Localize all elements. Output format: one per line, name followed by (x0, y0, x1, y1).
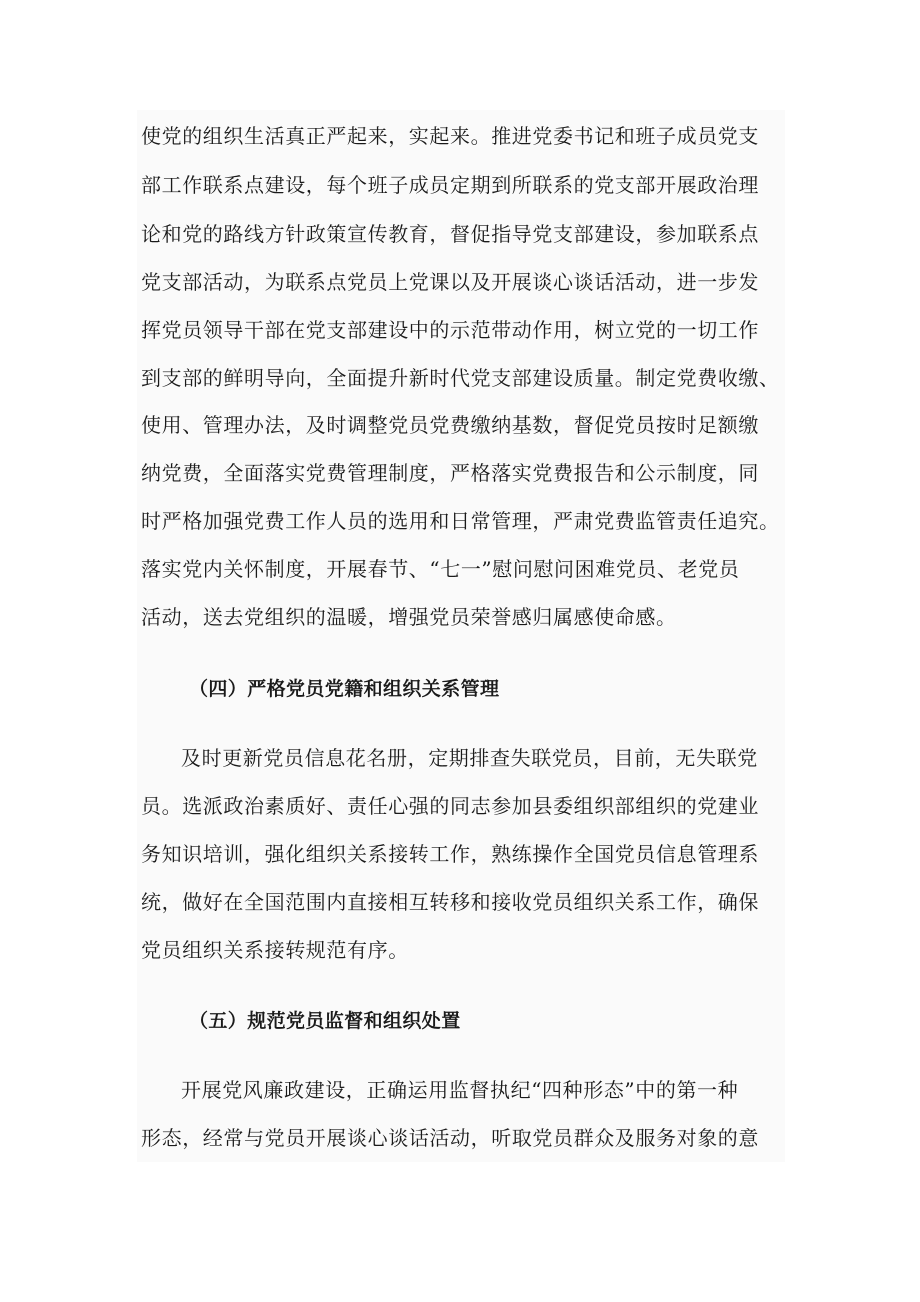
paragraph-line: 及时更新党员信息花名册，定期排查失联党员，目前，无失联党 (181, 746, 758, 770)
paragraph-line: 时严格加强党费工作人员的选用和日常管理，严肃党费监管责任追究。 (141, 509, 780, 533)
paragraph-line: 活动，送去党组织的温暖，增强党员荣誉感归属感使命感。 (141, 605, 677, 629)
paragraph-line: 论和党的路线方针政策宣传教育，督促指导党支部建设，参加联系点 (141, 222, 759, 246)
document-body (137, 110, 785, 1162)
paragraph-line: 到支部的鲜明导向，全面提升新时代党支部建设质量。制定党费收缴、 (141, 366, 780, 390)
paragraph-line: 使用、管理办法，及时调整党员党费缴纳基数，督促党员按时足额缴 (141, 413, 759, 437)
paragraph-line: 纳党费，全面落实党费管理制度，严格落实党费报告和公示制度，同 (141, 461, 759, 485)
section-heading-4: （四）严格党员党籍和组织关系管理 (189, 678, 500, 700)
paragraph-line: 挥党员领导干部在党支部建设中的示范带动作用，树立党的一切工作 (141, 318, 759, 342)
paragraph-line: 落实党内关怀制度，开展春节、“七一”慰问慰问困难党员、老党员 (141, 557, 740, 581)
section-heading-5: （五）规范党员监督和组织处置 (189, 1010, 461, 1032)
paragraph-line: 务知识培训，强化组织关系接转工作，熟练操作全国党员信息管理系 (141, 842, 759, 866)
paragraph-line: 党员组织关系接转规范有序。 (141, 938, 409, 962)
paragraph-line: 开展党风廉政建设，正确运用监督执纪“四种形态”中的第一种 (181, 1078, 739, 1102)
paragraph-line: 党支部活动，为联系点党员上党课以及开展谈心谈话活动，进一步发 (141, 270, 759, 294)
paragraph-line: 统，做好在全国范围内直接相互转移和接收党员组织关系工作，确保 (141, 890, 759, 914)
paragraph-line: 形态，经常与党员开展谈心谈话活动，听取党员群众及服务对象的意 (141, 1126, 759, 1150)
paragraph-line: 使党的组织生活真正严起来，实起来。推进党委书记和班子成员党支 (141, 124, 759, 148)
paragraph-line: 员。选派政治素质好、责任心强的同志参加县委组织部组织的党建业 (141, 794, 759, 818)
paragraph-line: 部工作联系点建设，每个班子成员定期到所联系的党支部开展政治理 (141, 173, 759, 197)
